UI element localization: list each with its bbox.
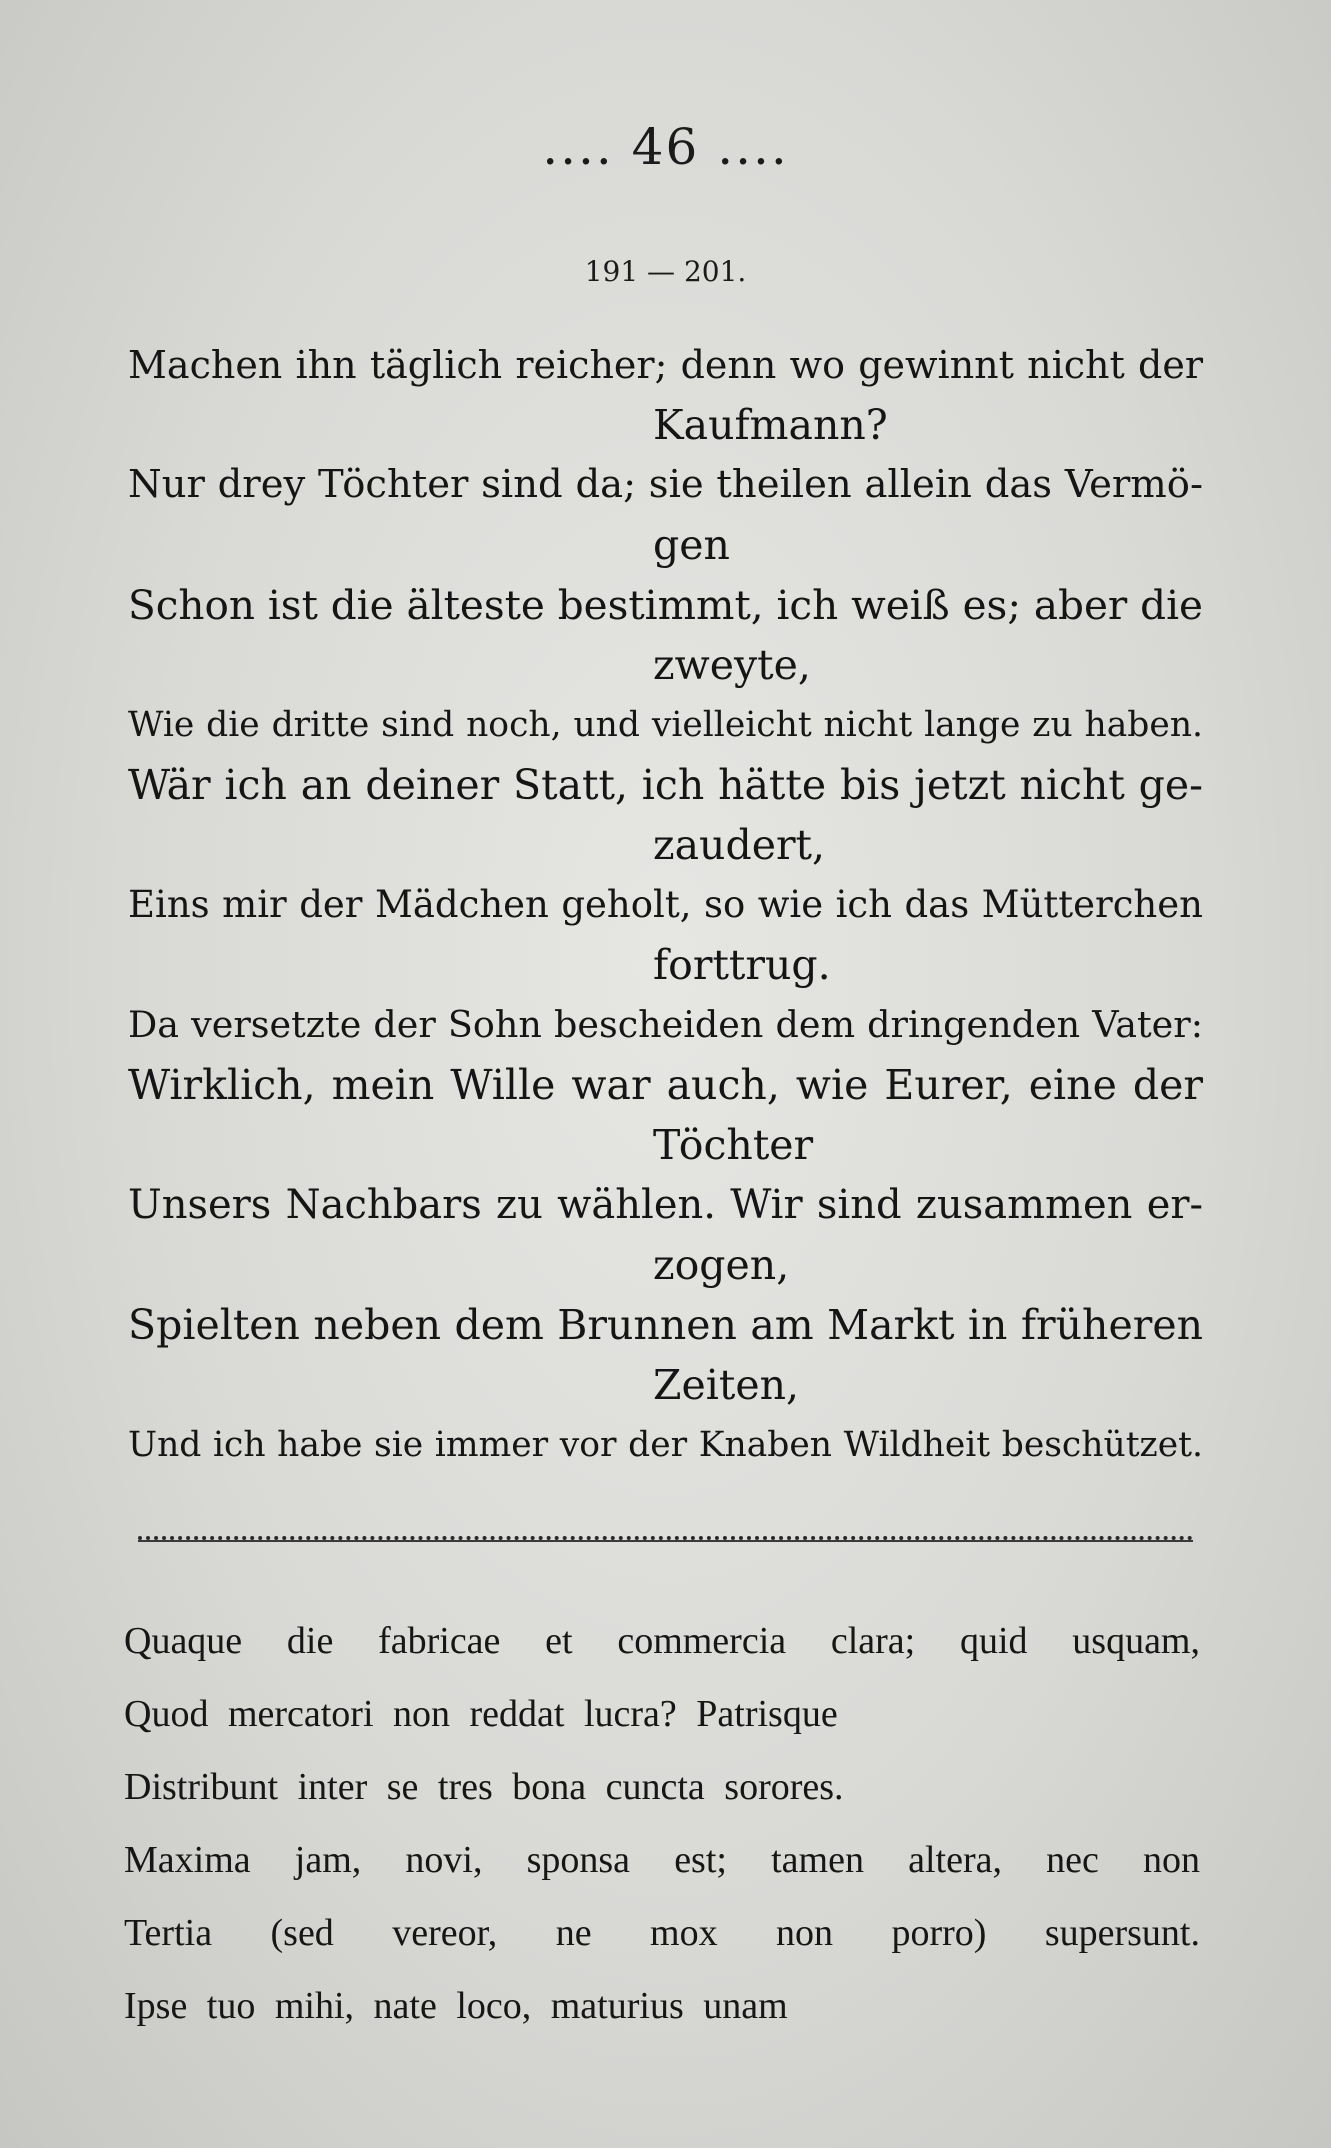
german-verse-line: zaudert, (653, 821, 826, 869)
german-verse-line: Eins mir der Mädchen geholt, so wie ich das Mütterchen (128, 883, 1203, 926)
verse-line-range: 191 — 201. (584, 255, 747, 288)
latin-verse-line: Tertia (sed vereor, ne mox non porro) supersunt. (124, 1912, 1200, 1954)
latin-verse-block (124, 1605, 1200, 2043)
german-verse-line: Da versetzte der Sohn bescheiden dem dringenden Vater: (128, 1003, 1203, 1046)
german-verse-line: Wie die dritte sind noch, und vielleicht nicht lange zu haben. (128, 705, 1203, 745)
german-verse-line: Nur drey Töchter sind da; sie theilen allein das Vermö- (128, 462, 1203, 507)
section-divider-rule (138, 1536, 1193, 1542)
german-verse-block (128, 335, 1203, 1475)
latin-verse-line: Distribunt inter se tres bona cuncta sorores. (124, 1766, 844, 1808)
german-verse-line: Töchter (653, 1121, 814, 1169)
german-verse-line: Schon ist die älteste bestimmt, ich weiß es; aber die (128, 581, 1203, 629)
latin-verse-line: Maxima jam, novi, sponsa est; tamen altera, nec non (124, 1839, 1200, 1881)
page-number: .... 46 .... (542, 118, 789, 176)
german-verse-line: Machen ihn täglich reicher; denn wo gewinnt nicht der (128, 343, 1203, 387)
german-verse-line: forttrug. (653, 941, 831, 989)
german-verse-line: Spielten neben dem Brunnen am Markt in früheren (128, 1301, 1203, 1349)
german-verse-line: Kaufmann? (653, 401, 888, 449)
german-verse-line: zweyte, (653, 641, 811, 689)
german-verse-line: Wirklich, mein Wille war auch, wie Eurer, eine der (128, 1061, 1203, 1109)
german-verse-line: zogen, (653, 1241, 790, 1289)
german-verse-line: Und ich habe sie immer vor der Knaben Wildheit beschützet. (128, 1425, 1203, 1465)
german-verse-line: Unsers Nachbars zu wählen. Wir sind zusammen er- (128, 1182, 1203, 1228)
german-verse-line: gen (653, 521, 730, 569)
latin-verse-line: Ipse tuo mihi, nate loco, maturius unam (124, 1985, 788, 2027)
german-verse-line: Wär ich an deiner Statt, ich hätte bis jetzt nicht ge- (128, 761, 1203, 809)
german-verse-line: Zeiten, (653, 1361, 800, 1409)
latin-verse-line: Quaque die fabricae et commercia clara; quid usquam, (124, 1620, 1200, 1662)
latin-verse-line: Quod mercatori non reddat lucra? Patrisque (124, 1693, 838, 1735)
